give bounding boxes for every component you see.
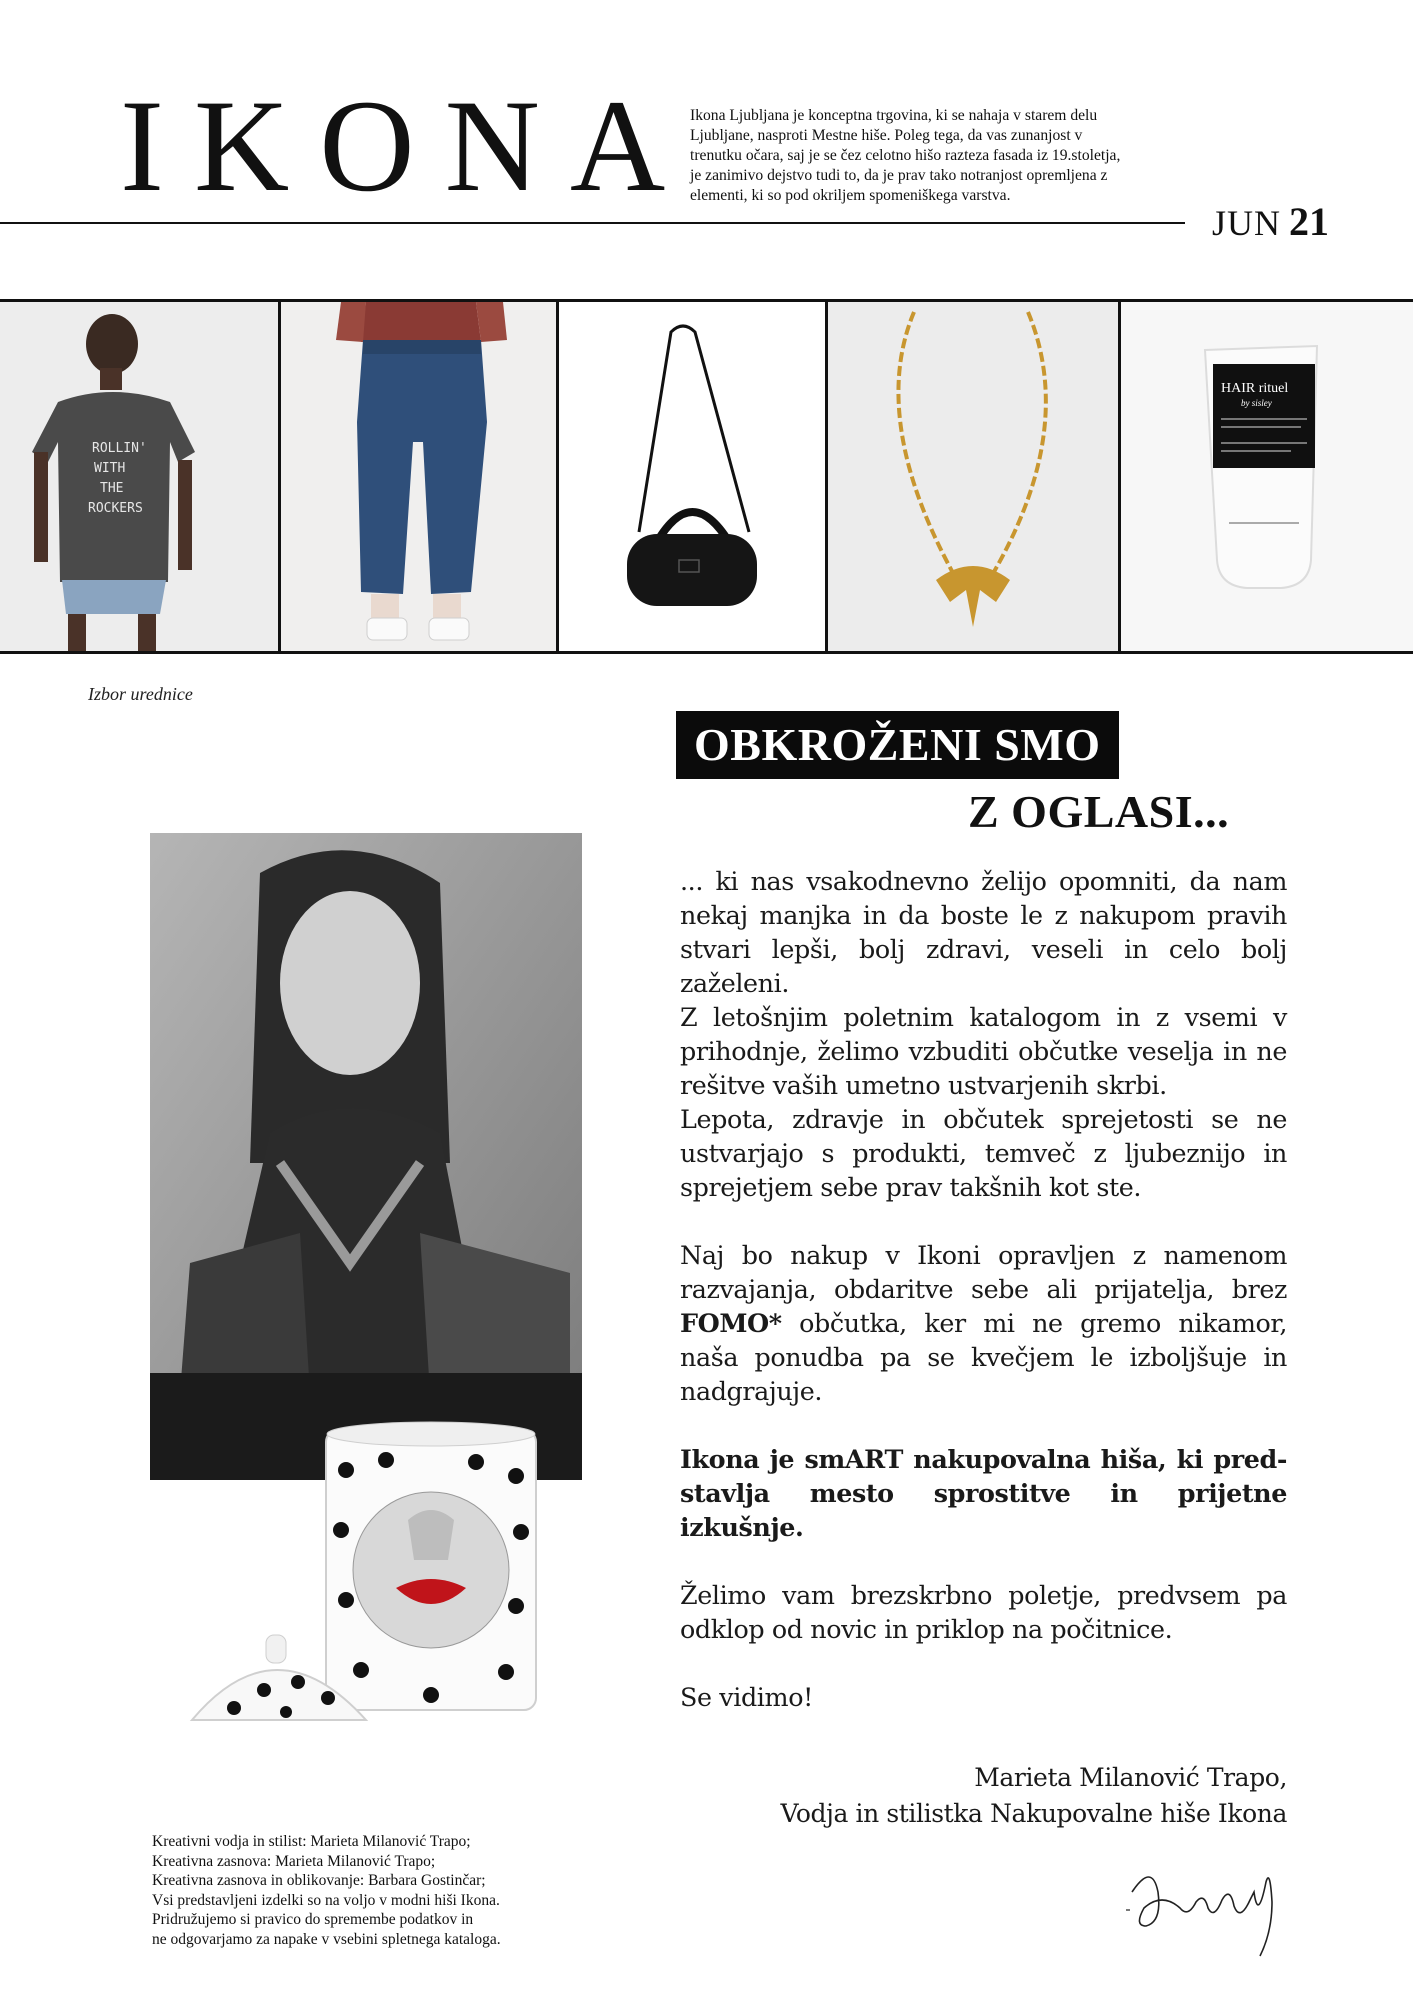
headline-line-1: OBKROŽENI SMO [676,711,1119,779]
credits-block [152,1832,632,1949]
credit-line: Kreativni vodja in stilist: Marieta Milanović Trapo; [152,1833,471,1850]
product-hair-tube-photo [1121,302,1413,651]
store-intro [690,106,1210,206]
issue-year: 21 [1289,199,1330,244]
hair-tube-label: HAIR rituel [1221,381,1289,396]
body-text-run: Naj bo nakup v Ikoni opravljen z namenom razvajanja, obdaritve sebe ali prijatelja, brez [680,1240,1287,1304]
handwritten-signature [1122,1852,1302,1962]
product-strip [0,299,1413,654]
fomo-emphasis: FOMO* [680,1308,782,1338]
necklace-illustration [828,302,1118,651]
credit-line: ne odgovarjamo za napake v vsebini spletnega kataloga. [152,1930,501,1948]
brand-logo: IKONA [120,72,696,219]
credit-line: Pridružujemo si pravico do spremembe podatkov in [152,1911,474,1928]
signoff-role: Vodja in stilistka Nakupovalne hiše Ikona [780,1799,1287,1828]
candle-illustration [186,1420,546,1770]
body-paragraph [680,1238,1287,1408]
hair-tube-illustration [1121,302,1413,651]
product-necklace-photo [828,302,1118,651]
body-paragraph: Lepota, zdravje in občutek sprejetosti se ne ustvarjajo s produkti, temveč z ljubeznijo in sprejetjem sebe prav takšnih kot ste. [680,1104,1287,1202]
editor-caption: Izbor urednice [88,684,193,704]
portrait-illustration [150,833,582,1480]
body-paragraph: Se vidimo! [680,1682,813,1712]
handbag-illustration [559,302,825,651]
tshirt-print-line: ROLLIN' [92,441,147,456]
body-paragraph: Z letošnjim poletnim katalogom in z vsemi v prihodnje, želimo vzbuditi občutke veselja in ne rešitve vaših umetno ustvarjenih skrbi. [680,1002,1287,1100]
signoff-name: Marieta Milanović Trapo, [974,1763,1287,1792]
signoff [720,1760,1287,1832]
editorial-body [680,864,1287,1714]
credit-line: Vsi predstavljeni izdelki so na voljo v modni hiši Ikona. [152,1891,500,1909]
tshirt-print-line: ROCKERS [88,501,143,516]
product-handbag-photo [559,302,825,651]
headline-line-2: Z OGLASI... [968,786,1230,837]
editor-portrait-photo [150,833,582,1480]
credit-line: Kreativna zasnova: Marieta Milanović Trapo; [152,1852,436,1870]
intro-line: trenutku očara, saj je se čez celotno hišo razteza fasada iz 19.stoletja, [690,147,1121,164]
body-paragraph: ... ki nas vsakodnevno želijo opomniti, da nam nekaj manjka in da boste le z nakupom pravih stvari lepši, bolj zdravi, veseli in celo bolj zaželeni. [680,866,1287,998]
body-text-run: občutka, ker mi ne gremo nikamor, naša ponudba pa se kvečjem le izboljšuje in nadgrajuje. [680,1308,1287,1406]
intro-line: elementi, ki so pod okriljem spomeniškega varstva. [690,187,1011,204]
product-tshirt-photo [0,302,278,651]
tshirt-print-line: WITH [94,461,126,476]
hair-tube-sublabel: by sisley [1241,398,1272,408]
tshirt-model-illustration [0,302,278,651]
masthead-rule [0,222,1185,224]
credit-line: Kreativna zasnova in oblikovanje: Barbara Gostinčar; [152,1872,486,1889]
jeans-illustration [281,302,556,651]
intro-line: Ljubljane, nasproti Mestne hiše. Poleg tega, da vas zunanjost v [690,127,1083,144]
issue-date [1212,198,1329,245]
candle-product-photo [186,1420,546,1770]
product-jeans-photo [281,302,556,651]
body-paragraph-emphasis: Ikona je smART nakupovalna hiša, ki pred-stavlja mesto sprostitve in prijetne izkušnje. [680,1444,1287,1542]
issue-month: JUN [1212,203,1282,243]
body-paragraph: Želimo vam brezskrbno poletje, predvsem pa odklop od novic in priklop na počitnice. [680,1580,1287,1644]
tshirt-print-line: THE [100,481,124,496]
intro-line: Ikona Ljubljana je konceptna trgovina, ki se nahaja v starem delu [690,107,1098,124]
intro-line: je zanimivo dejstvo tudi to, da je prav tako notranjost opremljena z [690,167,1108,184]
